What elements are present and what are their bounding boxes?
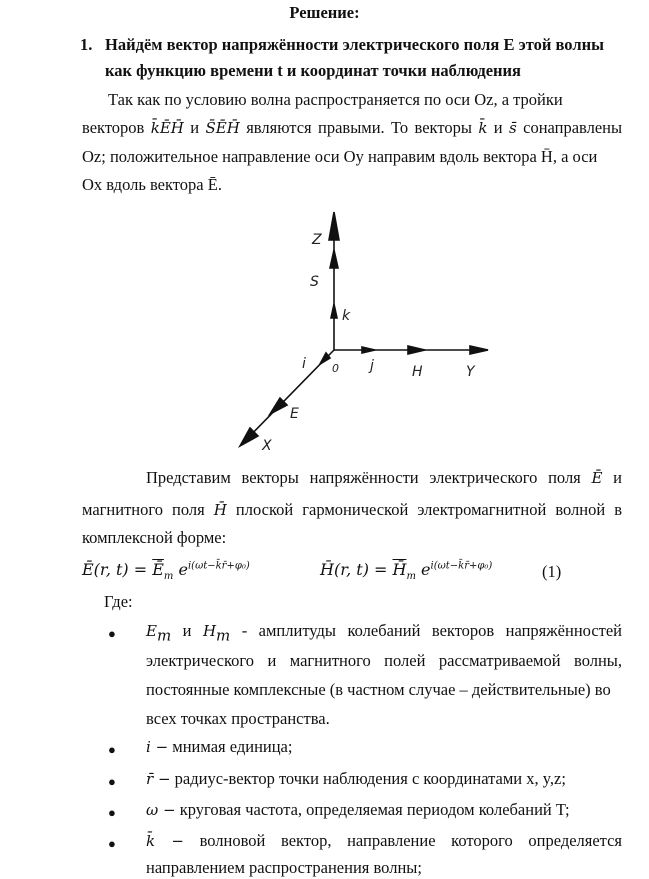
label-h: H — [412, 364, 423, 380]
label-i: i — [302, 356, 306, 372]
bullet5-line2: направлением распространения волны; — [146, 858, 422, 877]
bullet5-line1: k̄ − волновой вектор, направление которого определяется — [146, 831, 623, 850]
y-arrowhead — [470, 346, 488, 354]
label-j: j — [370, 358, 374, 374]
bullet-marker: ● — [108, 774, 116, 789]
intro-line1: Так как по условию волна распространяется по оси Oz, а тройки — [108, 90, 563, 109]
label-origin: 0 — [332, 362, 339, 375]
label-y: Y — [466, 364, 475, 380]
s-arrowhead — [330, 250, 338, 268]
z-arrowhead — [329, 212, 339, 240]
para2-line1: Представим векторы напряжённости электрического поля Ē и — [146, 468, 622, 487]
bullet-marker: ● — [108, 626, 116, 641]
solution-title: Решение: — [289, 3, 360, 22]
bullet1-line1: $E_m$ и $H_m$ - амплитуды колебаний векторов напряжённостей — [146, 621, 623, 645]
bullet1-line3: постоянные комплексные (в частном случае – действительные) во — [146, 680, 611, 699]
section-heading-line2: как функцию времени t и координат точки наблюдения — [105, 61, 521, 80]
equation-h: H̄(r, $t) = H̄_m$ $e^{i(\omega t-k̄r̄+\varphi_0)}$ — [320, 560, 493, 583]
bullet-marker: ● — [108, 805, 116, 820]
where-label: Где: — [104, 592, 133, 611]
bullet-marker: ● — [108, 836, 116, 851]
h-arrowhead — [408, 346, 425, 354]
intro-line3: Oz; положительное направление оси Oy направим вдоль вектора H̄, а оси — [82, 147, 598, 166]
bullet3: r̄ − радиус-вектор точки наблюдения с координатами x, y,z; — [146, 769, 566, 788]
bullet4: ω − круговая частота, определяемая периодом колебаний T; — [146, 800, 570, 819]
equation-e: Ē(r, $t) = \overline{Ē}_m$ $e^{i(\omega t-k̄r̄+\varphi_0)}$ — [82, 560, 250, 583]
section-number: 1. — [80, 35, 93, 54]
para2-line2: магнитного поля H̄ плоской гармонической электромагнитной волной в — [82, 500, 623, 519]
bullet1-line2: электрического и магнитного полей рассматриваемой волны, — [146, 651, 622, 670]
bullet2: i − мнимая единица; — [146, 737, 293, 756]
k-arrowhead — [331, 304, 337, 318]
intro-line4: Ox вдоль вектора Ē. — [82, 175, 222, 194]
para2-line3: комплексной форме: — [82, 528, 227, 547]
equation-number: (1) — [542, 562, 562, 581]
bullet1-line4: всех точках пространства. — [146, 709, 330, 728]
label-x: X — [262, 438, 272, 454]
intro-line2: векторов k̄ĒH̄ и S̄ĒH̄ являются правыми. То векторы k̄ и s̄ сонаправлены — [82, 118, 623, 137]
label-e: E — [290, 406, 299, 422]
bullet-marker: ● — [108, 742, 116, 757]
section-heading-line1: Найдём вектор напряжённости электрического поля E этой волны — [105, 35, 604, 54]
label-s: S — [310, 274, 319, 290]
j-arrowhead — [362, 347, 375, 353]
label-z: Z — [312, 232, 322, 248]
label-k: k — [342, 308, 351, 324]
coordinate-axes-diagram — [230, 200, 500, 460]
